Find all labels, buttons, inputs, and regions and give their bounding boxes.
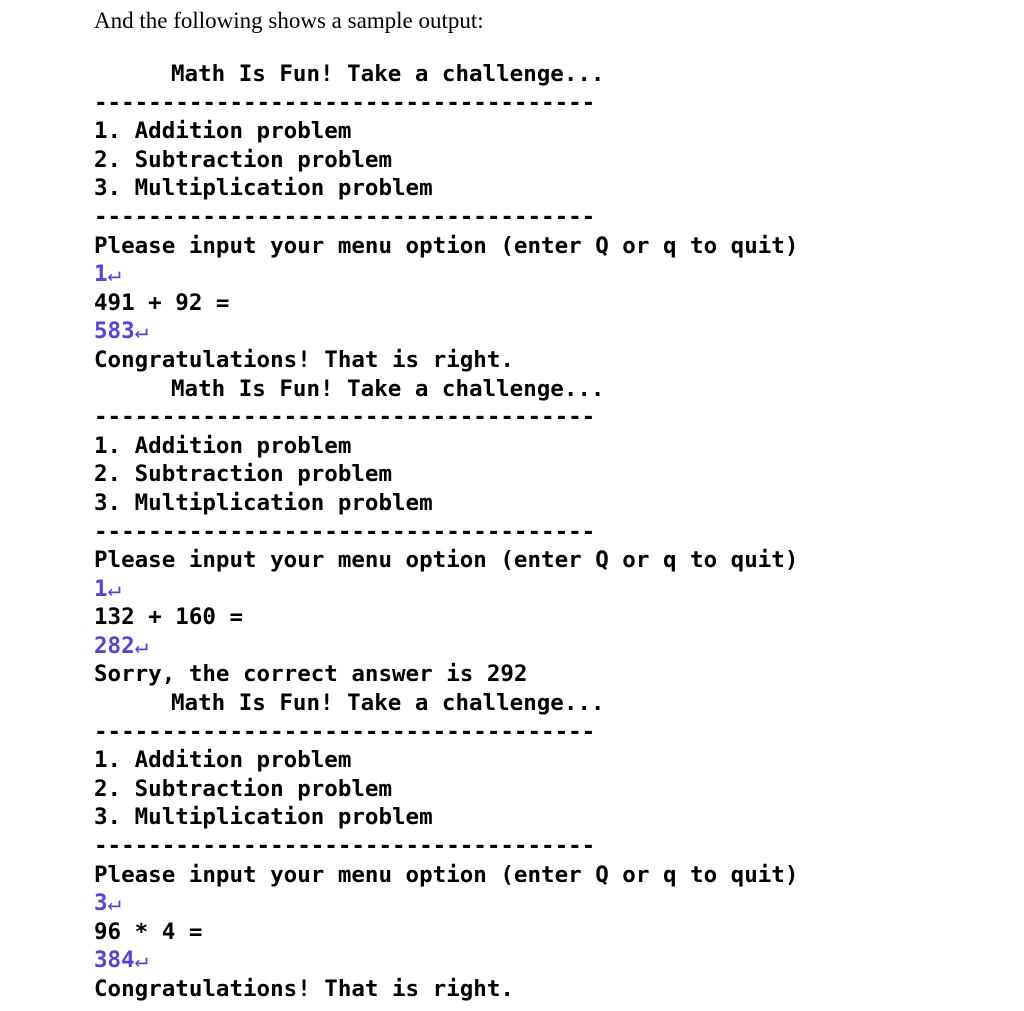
- menu-title: Math Is Fun! Take a challenge...: [171, 61, 605, 87]
- user-option-input: [94, 889, 994, 918]
- return-arrow-icon: ↵: [107, 890, 122, 917]
- intro-text: And the following shows a sample output:: [94, 8, 484, 33]
- separator-line: -------------------------------------: [94, 718, 596, 745]
- user-input-value: 3: [94, 890, 108, 917]
- separator-line: -------------------------------------: [94, 833, 596, 860]
- feedback-message: Congratulations! That is right.: [94, 976, 514, 1002]
- separator-line: -------------------------------------: [94, 203, 596, 230]
- menu-title: Math Is Fun! Take a challenge...: [171, 690, 605, 717]
- user-option-input: [94, 260, 994, 289]
- user-answer-input: [94, 317, 994, 346]
- menu-item-addition: 1. Addition problem: [94, 118, 352, 145]
- separator-line: -------------------------------------: [94, 404, 596, 431]
- user-input-value: 583: [94, 318, 135, 345]
- menu-prompt: Please input your menu option (enter Q or q to quit): [94, 547, 799, 574]
- user-input-value: 384: [94, 947, 135, 974]
- return-arrow-icon: ↵: [107, 261, 122, 288]
- menu-item-subtraction: 2. Subtraction problem: [94, 146, 393, 173]
- separator-line: -------------------------------------: [94, 89, 596, 116]
- return-arrow-icon: ↵: [107, 575, 122, 602]
- feedback-message: Sorry, the correct answer is 292: [94, 661, 528, 688]
- console-output: [94, 60, 994, 1004]
- return-arrow-icon: ↵: [134, 318, 149, 345]
- menu-item-addition: 1. Addition problem: [94, 747, 352, 774]
- menu-item-multiplication: 3. Multiplication problem: [94, 489, 433, 516]
- user-answer-input: [94, 632, 994, 661]
- menu-item-multiplication: 3. Multiplication problem: [94, 804, 433, 831]
- separator-line: -------------------------------------: [94, 518, 596, 545]
- user-option-input: [94, 575, 994, 604]
- math-question: 132 + 160 =: [94, 604, 244, 631]
- menu-item-addition: 1. Addition problem: [94, 432, 352, 459]
- user-answer-input: [94, 946, 994, 975]
- menu-prompt: Please input your menu option (enter Q or q to quit): [94, 232, 799, 259]
- menu-item-multiplication: 3. Multiplication problem: [94, 175, 433, 202]
- math-question: 491 + 92 =: [94, 289, 230, 316]
- return-arrow-icon: ↵: [134, 947, 149, 974]
- feedback-message: Congratulations! That is right.: [94, 346, 514, 373]
- user-input-value: 1: [94, 575, 108, 602]
- menu-prompt: Please input your menu option (enter Q or q to quit): [94, 861, 799, 888]
- user-input-value: 1: [94, 261, 108, 288]
- user-input-value: 282: [94, 632, 135, 659]
- menu-item-subtraction: 2. Subtraction problem: [94, 461, 393, 488]
- menu-title: Math Is Fun! Take a challenge...: [171, 375, 605, 402]
- return-arrow-icon: ↵: [134, 632, 149, 659]
- math-question: 96 * 4 =: [94, 918, 203, 945]
- menu-item-subtraction: 2. Subtraction problem: [94, 775, 393, 802]
